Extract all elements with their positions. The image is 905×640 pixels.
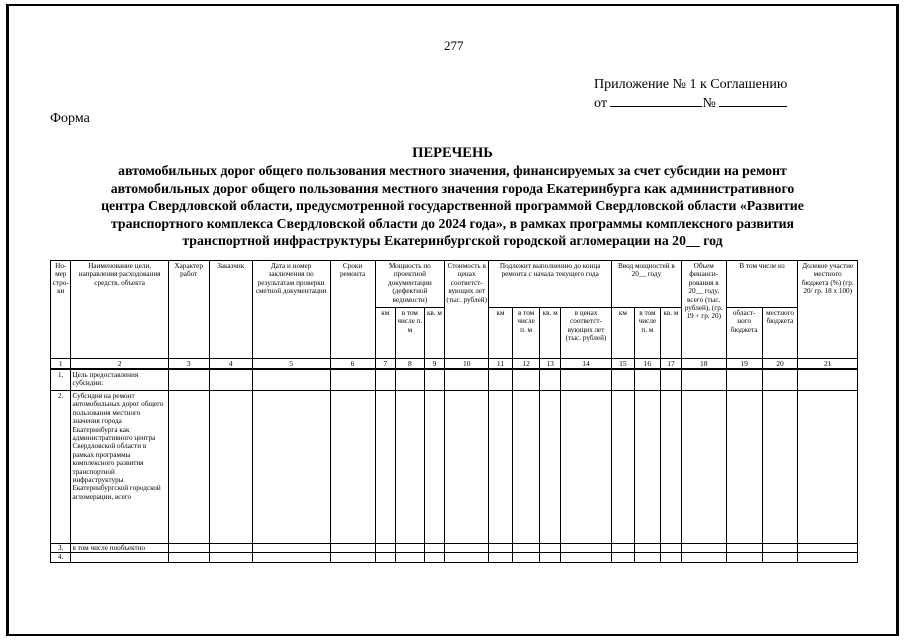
column-number: 18 [681,359,726,370]
hdr-commission-km: км [612,308,635,359]
hdr-subject-incl: в том числе п. м [512,308,540,359]
title-heading: ПЕРЕЧЕНЬ [412,145,493,161]
column-number: 2 [71,359,168,370]
hdr-customer: Заказчик [209,261,252,359]
title-line: автомобильных дорог общего пользования местного значения, финансируемых за счет субсидии на ремонт [118,163,787,178]
hdr-capacity-sqm: кв. м [424,308,445,359]
hdr-capacity-km: км [375,308,395,359]
hdr-commission-sqm: кв. м [661,308,681,359]
hdr-subject-km: км [489,308,513,359]
hdr-regional: област-ного бюджета [726,308,762,359]
column-number: 1 [51,359,71,370]
table-row [51,391,858,544]
column-number: 10 [445,359,489,370]
row-name [71,553,168,562]
hdr-commission-incl: в том числе п. м [634,308,661,359]
hdr-subject-sqm: кв. м [540,308,560,359]
title-line: транспортного комплекса Свердловской области до 2024 года», в рамках программы комплексного развития [110,215,795,231]
row-number: 1. [51,369,71,391]
number-blank [719,94,787,107]
hdr-capacity-incl: в том числе п. м [396,308,425,359]
column-number: 5 [252,359,330,370]
row-number: 4. [51,553,71,562]
hdr-local: местного бюджета [762,308,798,359]
hdr-capacity: Мощность по проектной документации (дефектной ведомости) [375,261,445,308]
annex-from-label: от [594,96,607,111]
column-number: 21 [798,359,858,370]
hdr-volume: Объем финанси-рования в 20__ году, всего (тыс. рублей), (гр. 19 + гр. 20) [681,261,726,359]
form-label: Форма [50,111,90,126]
document-title [40,145,865,250]
column-number: 11 [489,359,513,370]
table-row [51,369,858,391]
column-number: 3 [168,359,209,370]
column-number: 8 [396,359,425,370]
table-row [51,544,858,553]
column-number: 4 [209,359,252,370]
table-row [51,553,858,562]
column-number: 7 [375,359,395,370]
row-name: в том числе пообъектно [71,544,168,553]
hdr-row-no: Но-мер стро-ки [51,261,71,359]
title-line: транспортной инфраструктуры Екатеринбургской городской агломерации на 20__ год [182,233,723,248]
column-number: 14 [560,359,611,370]
title-line: центра Свердловской области, предусмотренной государственной программой Свердловской области «Развитие [101,198,804,213]
hdr-subject-prices: в ценах соответст-вующих лет (тыс. рублей) [560,308,611,359]
row-number: 2. [51,391,71,544]
annex-title: Приложение № 1 к Соглашению [594,77,788,92]
annex-block [594,76,787,113]
column-number: 6 [330,359,375,370]
row-name: Субсидия на ремонт автомобильных дорог общего пользования местного значения города Екатеринбурга как административного центра Свердловской области в рамках программы комплексного развития транспортной инфраструктуры Екатеринбургской городской агломерации, всего [71,391,168,544]
column-number-row [51,359,858,370]
annex-date-line [594,94,787,113]
title-line: автомобильных дорог общего пользования местного значения города Екатеринбурга как административного [110,180,795,196]
column-number: 19 [726,359,762,370]
annex-no-label: № [702,96,716,111]
header-row-1 [51,261,858,308]
hdr-including: В том числе из [726,261,798,308]
hdr-nature: Характер работ [168,261,209,359]
hdr-conclusion: Дата и номер заключения по результатам проверки сметной документации [252,261,330,359]
row-name: Цель предоставления субсидии: [71,369,168,391]
column-number: 15 [612,359,635,370]
hdr-share: Долевое участие местного бюджета (%) (гр. 20/ гр. 18 х 100) [798,261,858,359]
page-number: 277 [444,38,464,53]
hdr-commission: Ввод мощностей в 20__ году [612,261,682,308]
date-blank [610,94,702,107]
column-number: 17 [661,359,681,370]
column-number: 20 [762,359,798,370]
column-number: 16 [634,359,661,370]
hdr-name: Наименование цели, направления расходования средств, объекта [71,261,168,359]
roads-table [50,260,858,563]
column-number: 9 [424,359,445,370]
row-number: 3. [51,544,71,553]
hdr-cost: Стоимость в ценах соответст-вующих лет (тыс. рублей) [445,261,489,359]
column-number: 12 [512,359,540,370]
column-number: 13 [540,359,560,370]
hdr-terms: Сроки ремонта [330,261,375,359]
hdr-subject: Подлежит выполнению до конца ремонта с начала текущего года [489,261,612,308]
